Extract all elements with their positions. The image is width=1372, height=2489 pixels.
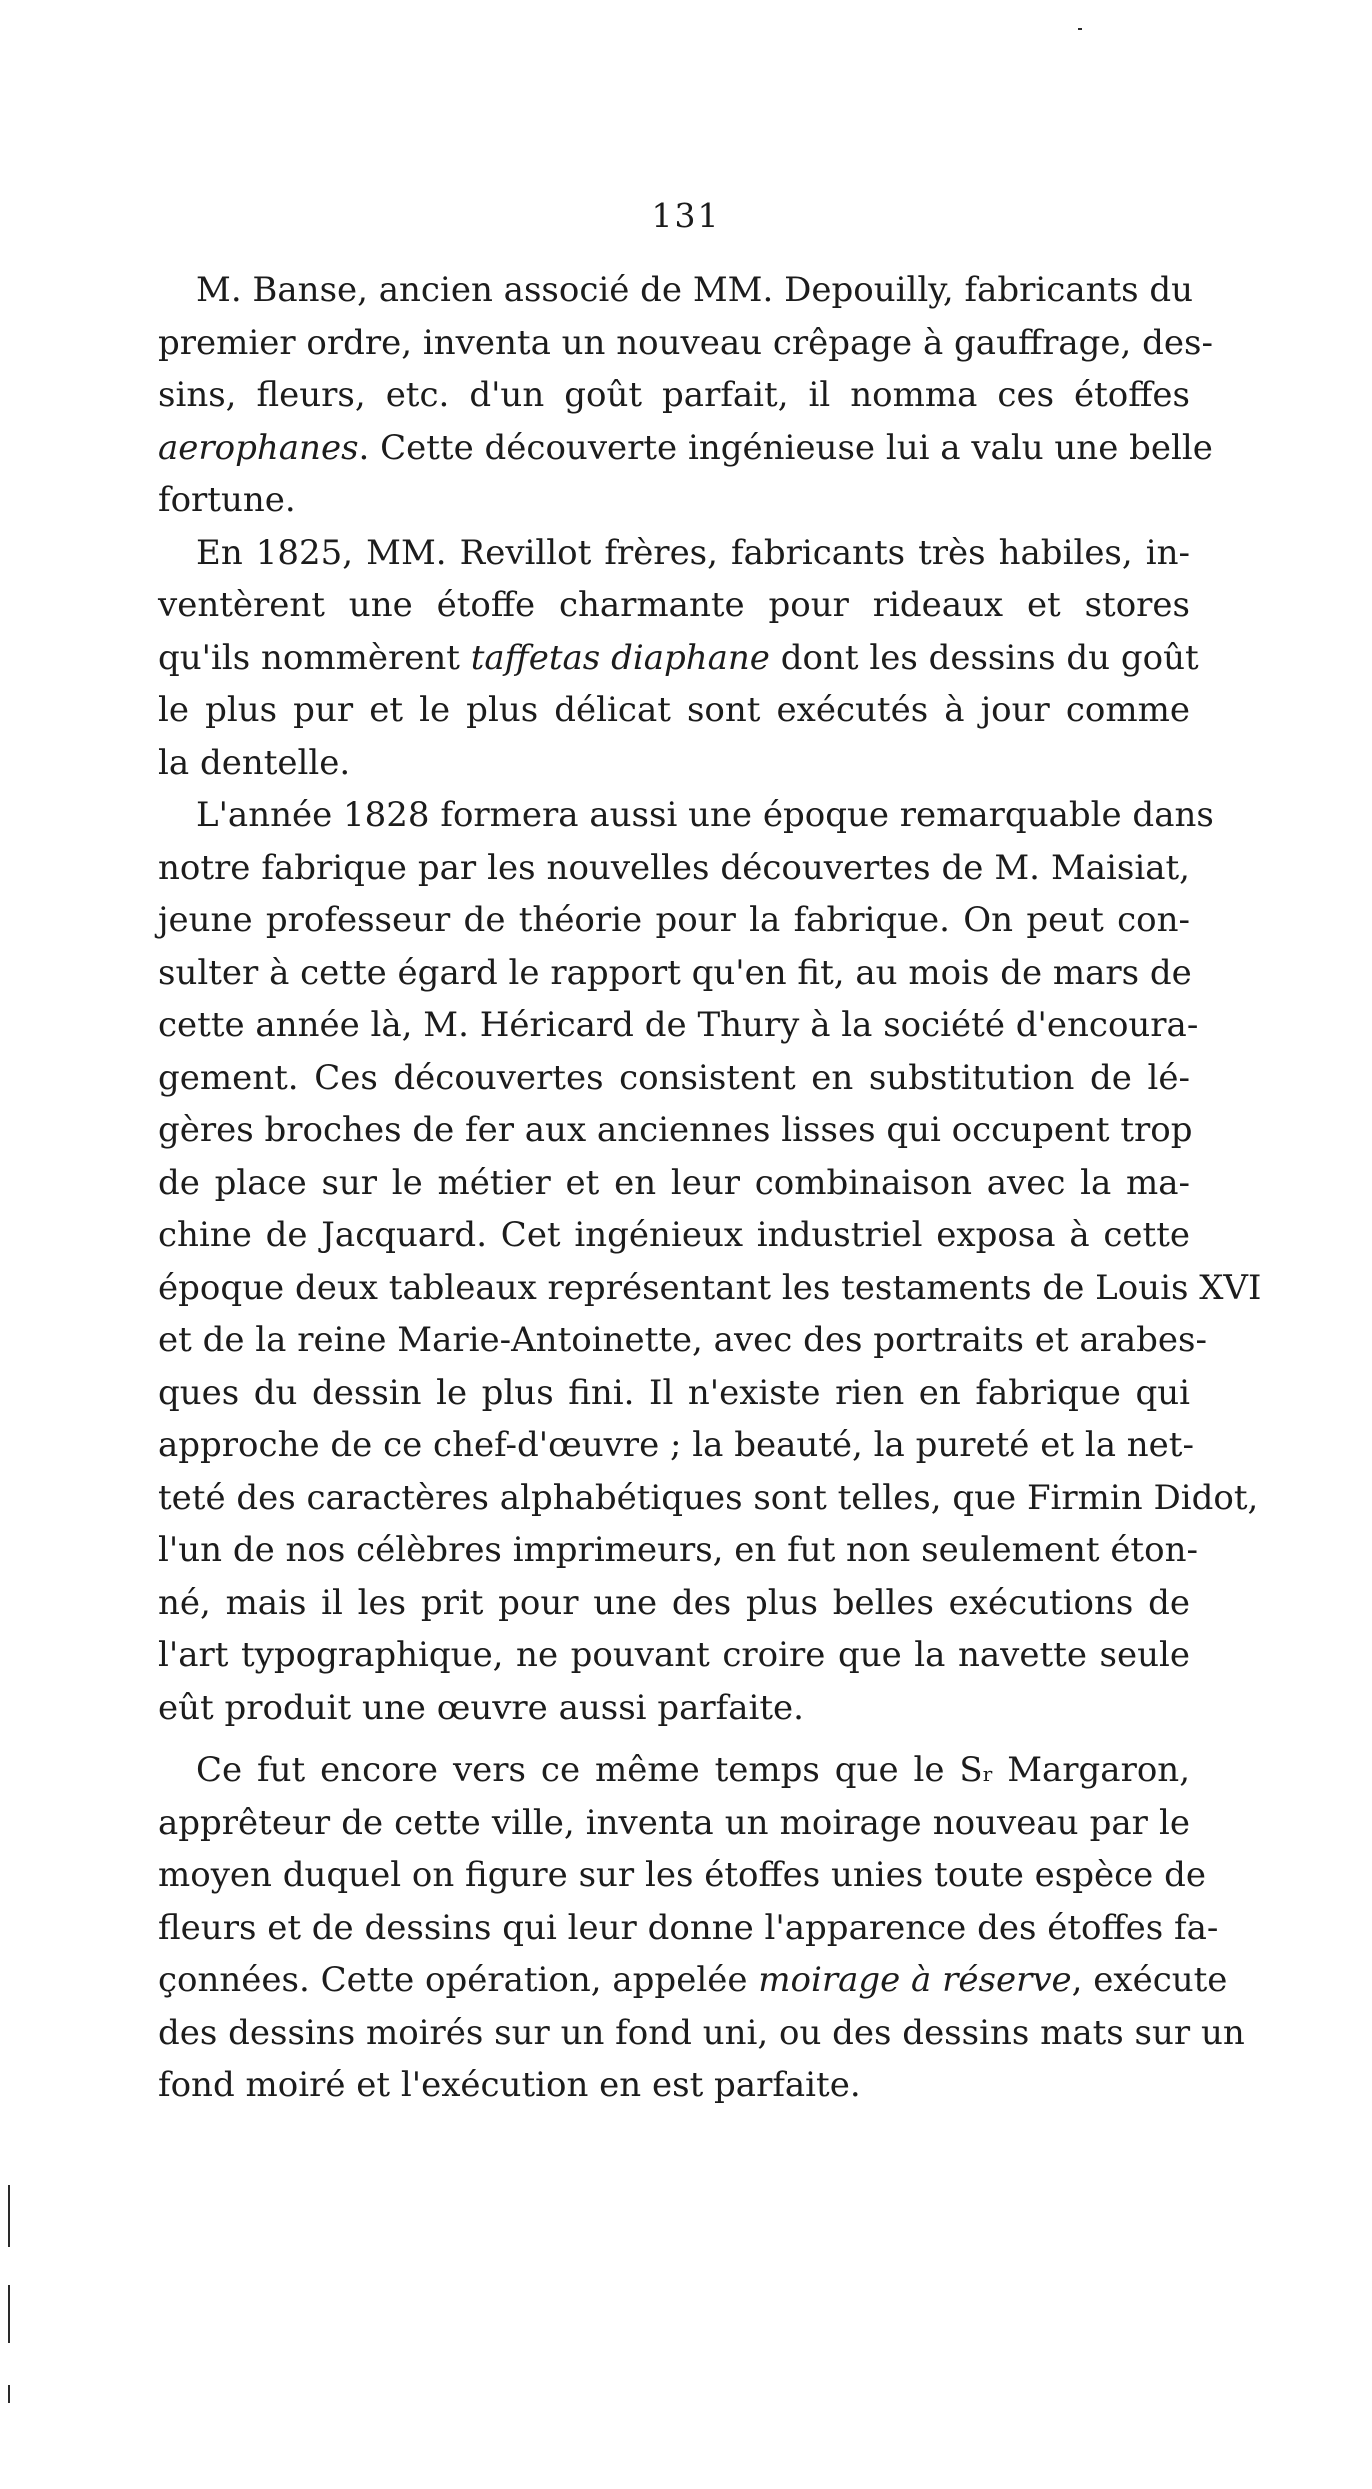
paragraph-4 xyxy=(120,1744,1245,2112)
text-line: teté des caractères alphabétiques sont telles, que Firmin Didot, xyxy=(158,1477,1259,1518)
text-line: né, mais il les prit pour une des plus belles exécutions de xyxy=(158,1582,1190,1623)
text-line: cette année là, M. Héricard de Thury à la société d'encoura- xyxy=(158,1005,1199,1045)
text-line: l'art typographique, ne pouvant croire que la navette seule xyxy=(158,1635,1190,1675)
text-line: le plus pur et le plus délicat sont exécutés à jour comme xyxy=(158,690,1190,730)
text-line: et de la reine Marie-Antoinette, avec des portraits et arabes- xyxy=(158,1320,1207,1360)
text-line: M. Banse, ancien associé de MM. Depouilly, fabricants du xyxy=(196,270,1194,310)
text-line: époque deux tableaux représentant les testaments de Louis XVI xyxy=(158,1267,1262,1308)
text-line: qu'ils nommèrent taffetas diaphane dont les dessins du goût xyxy=(158,637,1199,678)
paragraph-1 xyxy=(120,264,1213,527)
scan-mark xyxy=(8,2285,10,2343)
text-line: de place sur le métier et en leur combinaison avec la ma- xyxy=(158,1162,1190,1203)
scan-mark xyxy=(1078,28,1082,30)
text-line: des dessins moirés sur un fond uni, ou des dessins mats sur un xyxy=(158,2012,1245,2053)
italic-term: moirage à réserve xyxy=(758,1960,1072,2000)
text-line: fortune. xyxy=(158,480,296,520)
text-line: apprêteur de cette ville, inventa un moirage nouveau par le xyxy=(158,1802,1190,1843)
text-line: gères broches de fer aux anciennes lisses qui occupent trop xyxy=(158,1110,1193,1150)
text-line: L'année 1828 formera aussi une époque remarquable dans xyxy=(196,795,1214,835)
text-line: premier ordre, inventa un nouveau crêpage à gauffrage, des- xyxy=(158,322,1213,363)
italic-term: aerophanes xyxy=(158,427,359,468)
text-line: En 1825, MM. Revillot frères, fabricants très habiles, in- xyxy=(196,532,1190,573)
text-line: çonnées. Cette opération, appelée moirage à réserve, exécute xyxy=(158,1960,1228,2000)
text-line: Ce fut encore vers ce même temps que le $S^r$ Margaron, xyxy=(196,1750,1191,1790)
paragraph-3 xyxy=(120,789,1262,1734)
text-line: fond moiré et l'exécution en est parfaite. xyxy=(158,2065,861,2105)
text-line: l'un de nos célèbres imprimeurs, en fut non seulement éton- xyxy=(158,1530,1198,1570)
italic-term: taffetas diaphane xyxy=(470,637,770,678)
text-line: chine de Jacquard. Cet ingénieux industriel exposa à cette xyxy=(158,1215,1190,1255)
text-line: ques du dessin le plus fini. Il n'existe rien en fabrique qui xyxy=(158,1372,1190,1413)
text-line: notre fabrique par les nouvelles découvertes de M. Maisiat, xyxy=(158,847,1190,888)
text-line: fleurs et de dessins qui leur donne l'apparence des étoffes fa- xyxy=(158,1907,1219,1948)
text-line: ventèrent une étoffe charmante pour rideaux et stores xyxy=(158,585,1190,625)
superscript: r xyxy=(982,1762,993,1786)
text-line: sulter à cette égard le rapport qu'en fit, au mois de mars de xyxy=(158,952,1192,993)
scan-mark xyxy=(8,2385,10,2403)
text-line: jeune professeur de théorie pour la fabrique. On peut con- xyxy=(158,900,1190,940)
body-text xyxy=(120,264,1262,2112)
text-line: moyen duquel on figure sur les étoffes unies toute espèce de xyxy=(158,1855,1206,1895)
text-line: la dentelle. xyxy=(158,742,351,783)
text-line: aerophanes. Cette découverte ingénieuse lui a valu une belle xyxy=(158,427,1213,468)
text-line: eût produit une œuvre aussi parfaite. xyxy=(158,1687,804,1728)
text-line: gement. Ces découvertes consistent en substitution de lé- xyxy=(158,1057,1190,1098)
text-line: sins, fleurs, etc. d'un goût parfait, il nomma ces étoffes xyxy=(158,375,1190,415)
page-number: 131 xyxy=(651,196,721,235)
scan-mark xyxy=(8,2185,10,2247)
text-line: approche de ce chef-d'œuvre ; la beauté, la pureté et la net- xyxy=(158,1425,1194,1465)
paragraph-2 xyxy=(120,527,1199,790)
